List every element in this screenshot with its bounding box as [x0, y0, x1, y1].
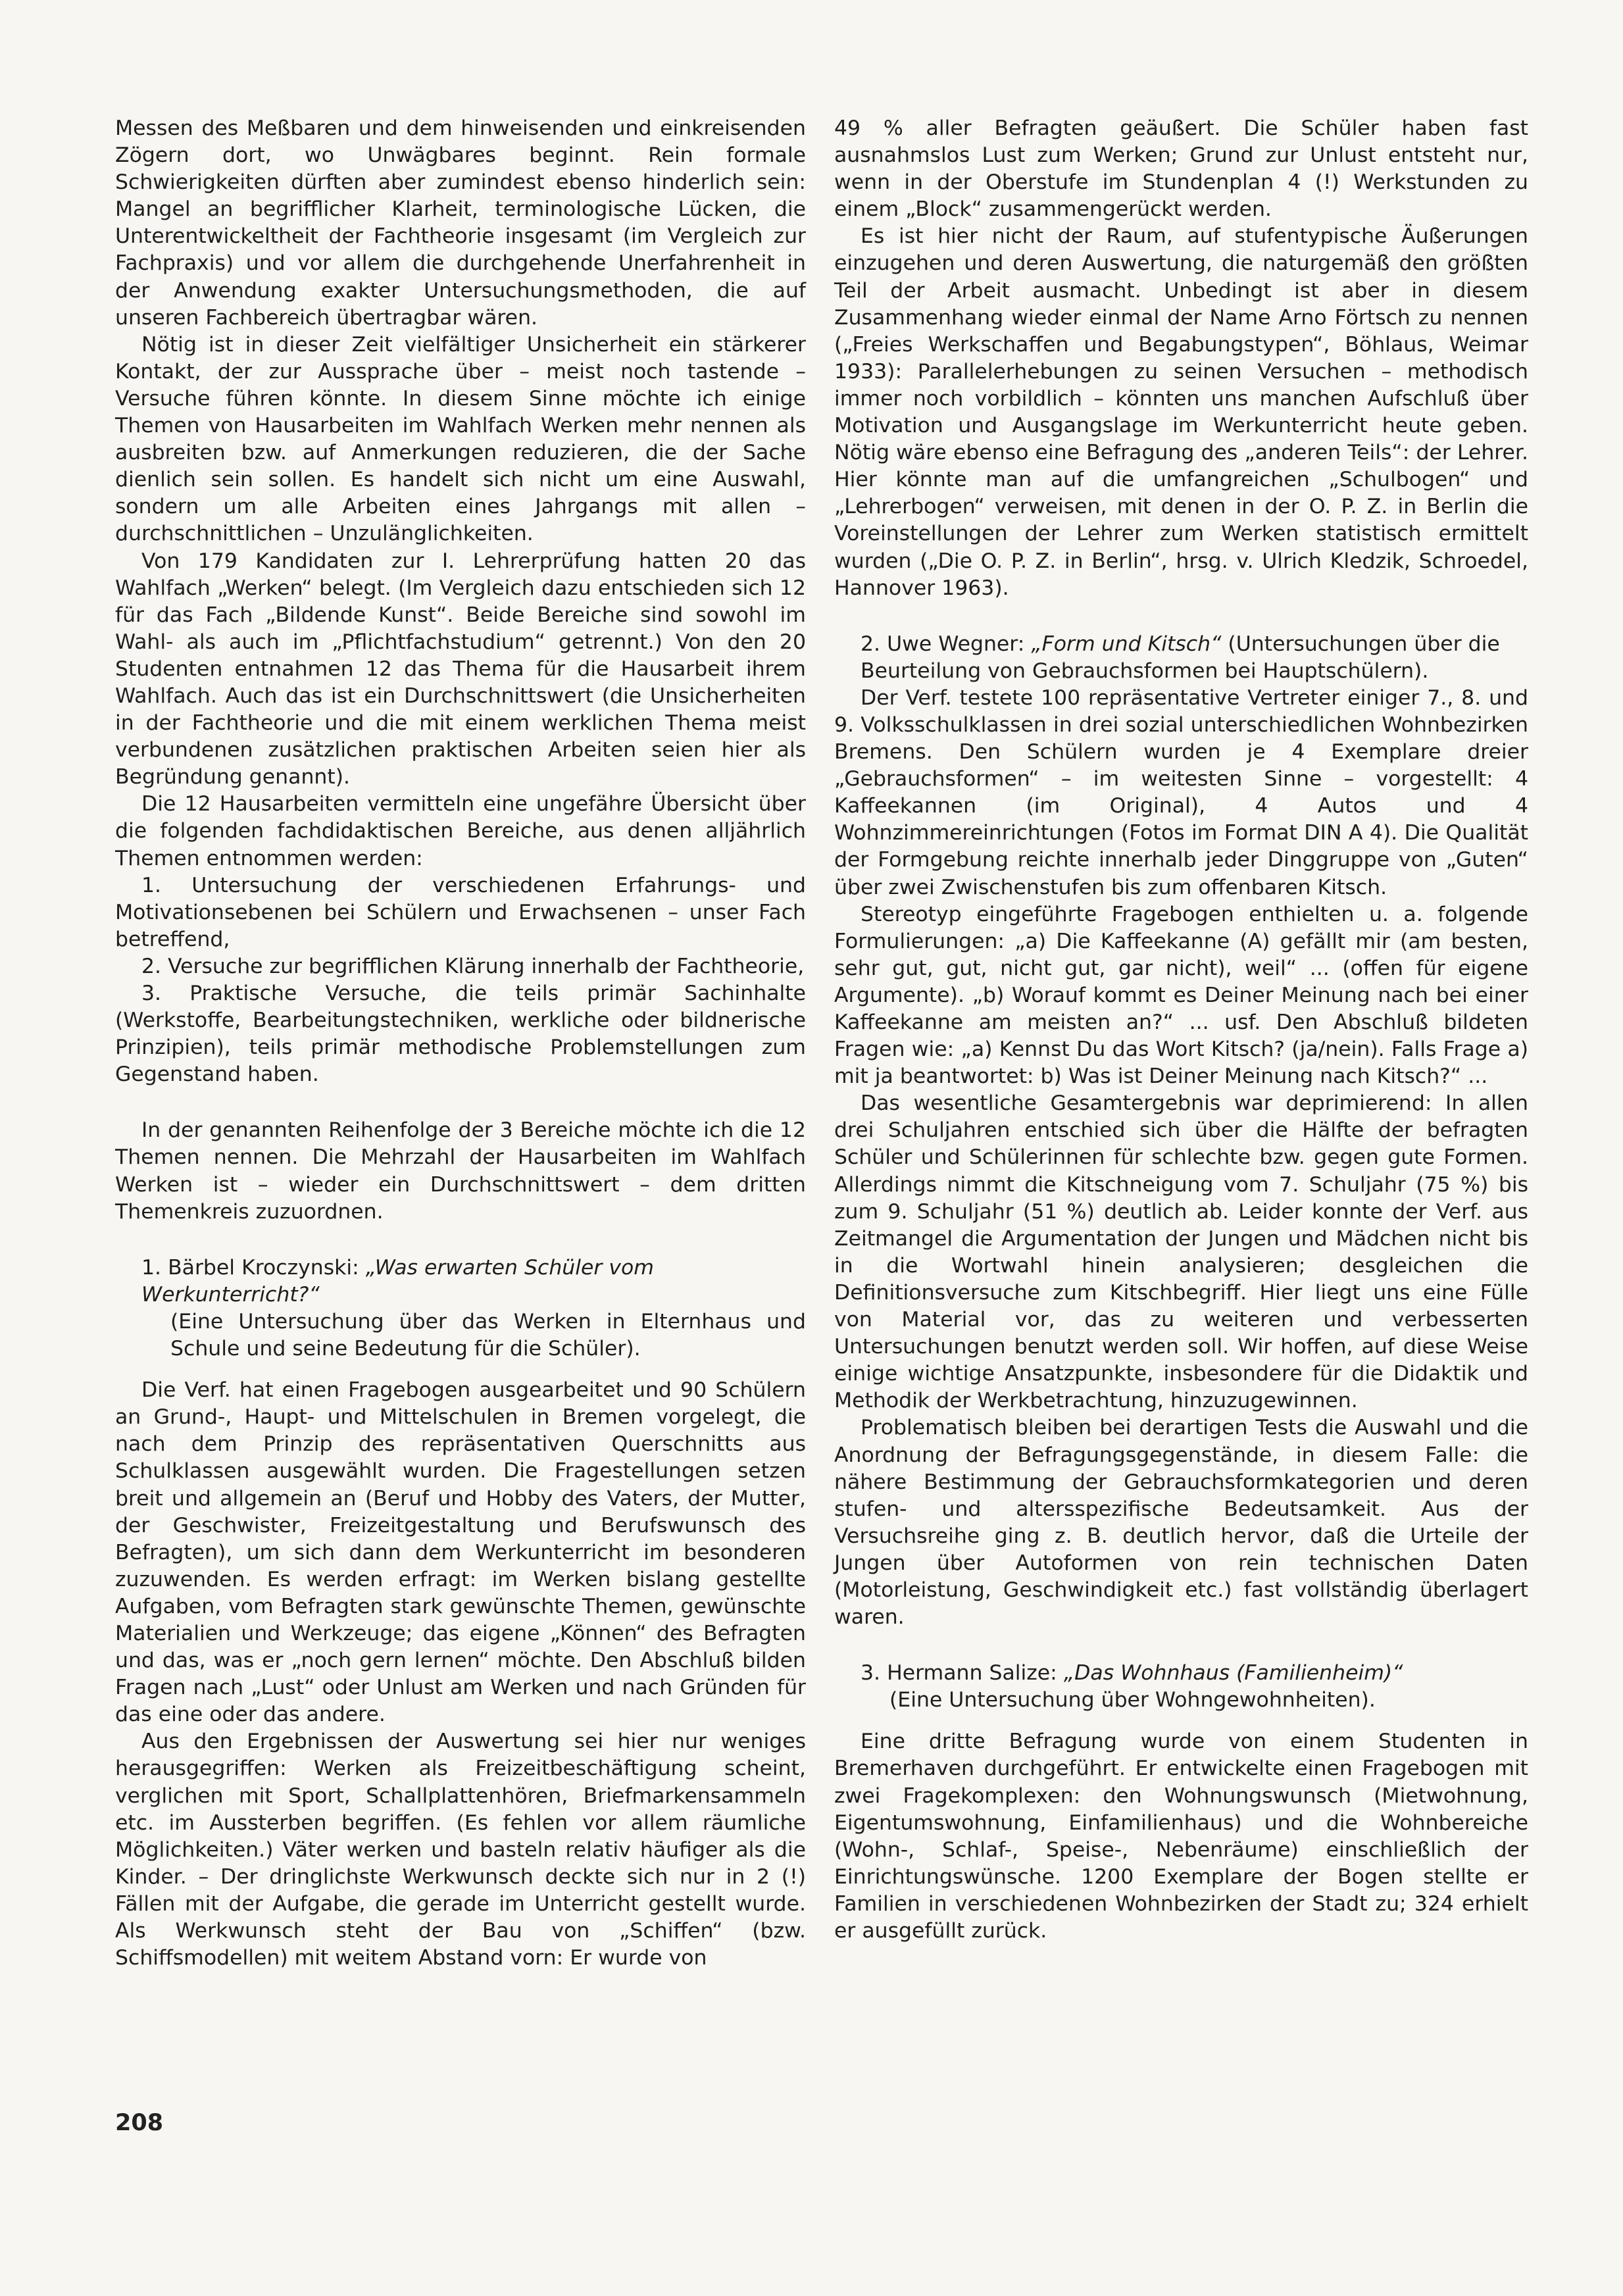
paragraph: Messen des Meßbaren und dem hinweisenden und einkreisenden Zögern dort, wo Unwägbares beginnt. Rein formale Schwierigkeiten dürften aber zumindest ebenso hinderlich sein: Mangel an begrifflicher Klarheit, terminologische Lücken, die Unterentwickeltheit der Fachtheorie insgesamt (im Vergleich zur Fachpraxis) und vor allem die durchgehende Unerfahrenheit in der Anwendung exakter Untersuchungsmethoden, die auf unseren Fachbereich übertragbar wären. — [115, 116, 806, 330]
paragraph: Stereotyp eingeführte Fragebogen enthielten u. a. folgende Formulierungen: „a) Die Kaffeekanne (A) gefällt mir (am besten, sehr gut, gut, nicht gut, gar nicht), weil“ ... (offen für eigene Argumente). „b) Worauf kommt es Deiner Meinung nach bei einer Kaffeekanne am meisten an?“ ... usf. Den Abschluß bildeten Fragen wie: „a) Kennst Du das Wort Kitsch? (ja/nein). Falls Frage a) mit ja beantwortet: b) Was ist Deiner Meinung nach Kitsch?“ ... — [834, 902, 1528, 1089]
list-item: 3. Praktische Versuche, die teils primär Sachinhalte (Werkstoffe, Bearbeitungstechniken, werkliche oder bildnerische Prinzipien), teils primär methodische Problemstellungen zum Gegenstand haben. — [115, 982, 806, 1087]
reference-entry — [834, 1660, 1528, 1714]
reference-title: „Form und Kitsch“ — [1031, 632, 1222, 656]
reference-subtitle: (Eine Untersuchung über Wohngewohnheiten). — [889, 1688, 1376, 1712]
paragraph: 49 % aller Befragten geäußert. Die Schüler haben fast ausnahmslos Lust zum Werken; Grund zur Unlust entsteht nur, wenn in der Oberstufe im Stundenplan 4 (!) Werkstunden zu einem „Block“ zusammengerückt werden. — [834, 116, 1528, 222]
reference-number-author: 3. Hermann Salize: — [861, 1661, 1057, 1685]
paragraph: Von 179 Kandidaten zur I. Lehrerprüfung hatten 20 das Wahlfach „Werken“ belegt. (Im Vergleich dazu entschieden sich 12 für das Fach „Bildende Kunst“. Beide Bereiche sind sowohl im Wahl- als auch im „Pflichtfachstudium“ getrennt.) Von den 20 Studenten entnahmen 12 das Thema für die Hausarbeit ihrem Wahlfach. Auch das ist ein Durchschnittswert (die Unsicherheiten in der Fachtheorie und die mit einem werklichen Thema meist verbundenen zusätzlichen praktischen Arbeiten seien hier als Begründung genannt). — [115, 549, 806, 789]
paragraph: Der Verf. testete 100 repräsentative Vertreter einiger 7., 8. und 9. Volksschulklassen in drei sozial unterschiedlichen Wohnbezirken Bremens. Den Schülern wurden je 4 Exemplare dreier „Gebrauchsformen“ – im weitesten Sinne – vorgestellt: 4 Kaffeekannen (im Original), 4 Autos und 4 Wohnzimmereinrichtungen (Fotos im Format DIN A 4). Die Qualität der Formgebung reichte innerhalb jeder Dinggruppe von „Guten“ über zwei Zwischenstufen bis zum offenbaren Kitsch. — [834, 686, 1528, 899]
reference-title: „Was erwarten Schüler vom Werkunterricht?“ — [141, 1255, 654, 1307]
paragraph: Eine dritte Befragung wurde von einem Studenten in Bremerhaven durchgeführt. Er entwickelte einen Fragebogen mit zwei Fragekomplexen: den Wohnungswunsch (Mietwohnung, Eigentumswohnung, Einfamilienhaus) und die Wohnbereiche (Wohn-, Schlaf-, Speise-, Nebenräume) einschließlich der Einrichtungswünsche. 1200 Exemplare der Bogen stellte er Familien in verschiedenen Wohnbezirken der Stadt zu; 324 erhielt er ausgefüllt zurück. — [834, 1730, 1528, 1943]
reference-number-author: 2. Uwe Wegner: — [861, 632, 1025, 656]
reference-number-author: 1. Bärbel Kroczynski: — [141, 1255, 359, 1280]
reference-subtitle: (Eine Untersuchung über das Werken in Elternhaus und Schule und seine Bedeutung für die Schüler). — [170, 1309, 806, 1361]
paragraph: Problematisch bleiben bei derartigen Tests die Auswahl und die Anordnung der Befragungsgegenstände, in diesem Falle: die nähere Bestimmung der Gebrauchsformkategorien und deren stufen- und altersspezifische Bedeutsamkeit. Aus der Versuchsreihe ging z. B. deutlich hervor, daß die Urteile der Jungen über Autoformen von rein technischen Daten (Motorleistung, Geschwindigkeit etc.) fast vollständig überlagert waren. — [834, 1416, 1528, 1630]
paragraph: Aus den Ergebnissen der Auswertung sei hier nur weniges herausgegriffen: Werken als Freizeitbeschäftigung scheint, verglichen mit Sport, Schallplattenhören, Briefmarkensammeln etc. im Aussterben begriffen. (Es fehlen vor allem räumliche Möglichkeiten.) Väter werken und basteln relativ häufiger als die Kinder. – Der dringlichste Werkwunsch deckte sich nur in 2 (!) Fällen mit der Aufgabe, die gerade im Unterricht gestellt wurde. Als Werkwunsch steht der Bau von „Schiffen“ (bzw. Schiffsmodellen) mit weitem Abstand vorn: Er wurde von — [115, 1730, 806, 1970]
paragraph: Es ist hier nicht der Raum, auf stufentypische Äußerungen einzugehen und deren Auswertung, die naturgemäß den größten Teil der Arbeit ausmacht. Unbedingt ist aber in diesem Zusammenhang wieder einmal der Name Arno Förtsch zu nennen („Freies Werkschaffen und Begabungstypen“, Böhlaus, Weimar 1933): Parallelerhebungen zu seinen Versuchen – methodisch immer noch vorbildlich – könnten uns manchen Aufschluß über Motivation und Ausgangslage im Werkunterricht heute geben. Nötig wäre ebenso eine Befragung des „anderen Teils“: der Lehrer. Hier könnte man auf die umfangreichen „Schulbogen“ und „Lehrerbogen“ verweisen, mit denen in der O. P. Z. in Berlin die Voreinstellungen der Lehrer zum Werken statistisch ermittelt wurden („Die O. P. Z. in Berlin“, hrsg. v. Ulrich Kledzik, Schroedel, Hannover 1963). — [834, 224, 1528, 600]
paragraph: In der genannten Reihenfolge der 3 Bereiche möchte ich die 12 Themen nennen. Die Mehrzahl der Hausarbeiten im Wahlfach Werken ist – wieder ein Durchschnittswert – dem dritten Themenkreis zuzuordnen. — [115, 1118, 806, 1224]
left-column — [115, 115, 806, 1972]
paragraph: Nötig ist in dieser Zeit vielfältiger Unsicherheit ein stärkerer Kontakt, der zur Aussprache über – meist noch tastende – Versuche führen könnte. In diesem Sinne möchte ich einige Themen von Hausarbeiten im Wahlfach Werken mehr nennen als ausbreiten bzw. auf Anmerkungen reduzieren, die der Sache dienlich sein sollen. Es handelt sich nicht um eine Auswahl, sondern um alle Arbeiten eines Jahrgangs mit allen – durchschnittlichen – Unzulänglichkeiten. — [115, 332, 806, 546]
list-item: 1. Untersuchung der verschiedenen Erfahrungs- und Motivationsebenen bei Schülern und Erwachsenen – unser Fach betreffend, — [115, 873, 806, 951]
paragraph: Die Verf. hat einen Fragebogen ausgearbeitet und 90 Schülern an Grund-, Haupt- und Mittelschulen in Bremen vorgelegt, die nach dem Prinzip des repräsentativen Querschnitts aus Schulklassen ausgewählt wurden. Die Fragestellungen setzen breit und allgemein an (Beruf und Hobby des Vaters, der Mutter, der Geschwister, Freizeitgestaltung und Berufswunsch des Befragten), um sich dann dem Werkunterricht im besonderen zuzuwenden. Es werden erfragt: im Werken bislang gestellte Aufgaben, vom Befragten stark gewünschte Themen, gewünschte Materialien und Werkzeuge; das eigene „Können“ des Befragten und das, was er „noch gern lernen“ möchte. Den Abschluß bilden Fragen nach „Lust“ oder Unlust am Werken und nach Gründen für das eine oder das andere. — [115, 1378, 806, 1727]
page-number: 208 — [115, 2110, 164, 2136]
list-item: 2. Versuche zur begrifflichen Klärung innerhalb der Fachtheorie, — [141, 954, 805, 978]
reference-title: „Das Wohnhaus (Familienheim)“ — [1063, 1661, 1403, 1685]
paragraph: Die 12 Hausarbeiten vermitteln eine ungefähre Übersicht über die folgenden fachdidaktischen Bereiche, aus denen alljährlich Themen entnommen werden: — [115, 792, 806, 870]
paragraph: Das wesentliche Gesamtergebnis war deprimierend: In allen drei Schuljahren entschied sich über die Hälfte der befragten Schüler und Schülerinnen für schlechte bzw. gegen gute Formen. Allerdings nimmt die Kitschneigung vom 7. Schuljahr (75 %) bis zum 9. Schuljahr (51 %) deutlich ab. Leider konnte der Verf. aus Zeitmangel die Argumentation der Jungen und Mädchen nicht bis in die Wortwahl hinein analysieren; desgleichen die Definitionsversuche zum Kitschbegriff. Hier liegt uns eine Fülle von Material vor, das zu weiteren und verbesserten Untersuchungen benutzt werden soll. Wir hoffen, auf diese Weise einige wichtige Ansatzpunkte, insbesondere für die Didaktik und Methodik der Werkbetrachtung, hinzuzugewinnen. — [834, 1091, 1528, 1413]
right-column — [834, 115, 1528, 1945]
reference-entry — [834, 631, 1528, 685]
reference-entry — [115, 1255, 806, 1362]
reference-subtitle: (Untersuchungen über die Beurteilung von Gebrauchsformen bei Hauptschülern). — [861, 632, 1500, 683]
